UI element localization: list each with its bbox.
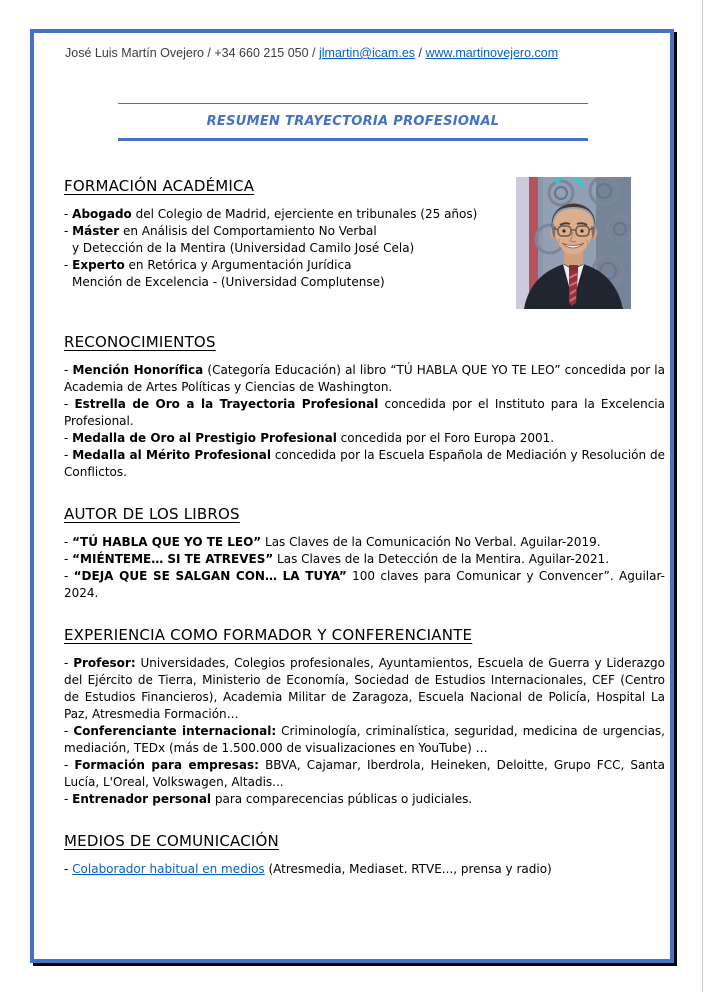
bold-text: Abogado [72, 207, 132, 221]
contact-name-phone: José Luis Martín Ovejero / +34 660 215 050 / [65, 46, 319, 60]
bold-text: Estrella de Oro a la Trayectoria Profesional [74, 397, 379, 411]
section-body [64, 362, 665, 481]
paragraph [64, 534, 665, 551]
text-run: (Categoría Educación) al libro “TÚ HABLA QUE YO TE LEO” concedida por la Academia de Artes Políticas y Ciencias de Washington. [64, 363, 665, 394]
portrait-image [516, 177, 631, 309]
section-autor-de-los-libros [64, 505, 665, 602]
text-run: - [64, 448, 73, 462]
text-run: - [64, 397, 75, 411]
text-run: 100 claves para Comunicar y Convencer”. Aguilar-2024. [64, 569, 665, 600]
paragraph [64, 257, 512, 274]
text-run: BBVA, Cajamar, Iberdrola, Heineken, Deloitte, Grupo FCC, Santa Lucía, L'Oreal, Volkswagen, Altadis... [64, 758, 665, 789]
text-run: concedida por el Foro Europa 2001. [336, 431, 555, 445]
bold-text: “TÚ HABLA QUE YO TE LEO” [72, 535, 262, 549]
text-run: - [64, 569, 74, 583]
bold-text: Conferenciante internacional: [73, 724, 277, 738]
section-formacion-academica [64, 177, 665, 309]
section-body [64, 655, 665, 808]
section-body [64, 534, 665, 602]
text-run: del Colegio de Madrid, ejerciente en tribunales (25 años) [131, 207, 478, 221]
text-run: Las Claves de la Detección de la Mentira. Aguilar-2021. [273, 552, 610, 566]
text-run: concedida por la Escuela Española de Mediación y Resolución de Conflictos. [64, 448, 665, 479]
profile-photo [516, 177, 631, 309]
section-heading-experiencia-formador-conferenciante: EXPERIENCIA COMO FORMADOR Y CONFERENCIANTE [64, 626, 473, 644]
text-run: - [64, 207, 73, 221]
contact-separator: / [415, 46, 426, 60]
paragraph [64, 240, 512, 257]
paragraph [64, 655, 665, 723]
title-block [118, 103, 588, 141]
section-experiencia-formador-conferenciante [64, 626, 665, 808]
section-text [64, 655, 665, 808]
text-run: - [64, 724, 74, 738]
sections-container [64, 177, 665, 878]
bold-text: Entrenador personal [72, 792, 212, 806]
text-run: - [64, 758, 75, 772]
paragraph [64, 362, 665, 396]
document-title: RESUMEN TRAYECTORIA PROFESIONAL [206, 114, 500, 129]
text-run: - [64, 224, 73, 238]
text-run: en Análisis del Comportamiento No Verbal [119, 224, 377, 238]
section-medios-de-comunicacion [64, 832, 665, 878]
bold-text: “DEJA QUE SE SALGAN CON… LA TUYA” [73, 569, 347, 583]
text-run: (Atresmedia, Mediaset. RTVE..., prensa y radio) [264, 862, 552, 876]
bold-text: Formación para empresas: [74, 758, 259, 772]
paragraph [64, 568, 665, 602]
document-border-frame [30, 29, 674, 963]
text-run: - [64, 792, 73, 806]
section-body [64, 206, 665, 309]
paragraph [64, 447, 665, 481]
section-text [64, 206, 512, 291]
media-collaborator-link[interactable]: Colaborador habitual en medios [72, 862, 265, 876]
screen-right-edge-line [702, 0, 703, 992]
text-run: - [64, 656, 74, 670]
email-link[interactable]: jlmartin@icam.es [318, 46, 416, 60]
bold-text: “MIÉNTEME… SI TE ATREVES” [72, 552, 274, 566]
text-run: Criminología, criminalística, seguridad, medicina de urgencias, mediación, TEDx (más de 1.500.000 de visualizaciones en YouTube) … [64, 724, 665, 755]
contact-line [65, 46, 664, 60]
paragraph [64, 430, 665, 447]
paragraph [64, 274, 512, 291]
bold-text: Medalla de Oro al Prestigio Profesional [72, 431, 337, 445]
section-reconocimientos [64, 333, 665, 481]
text-run: Universidades, Colegios profesionales, Ayuntamientos, Escuela de Guerra y Liderazgo del Ejército de Tierra, Ministerio de Economía, Sociedad de Estudios Internacionales, CEF (Centro de Estudios Financieros), Academia Militar de Zaragoza, Escuela Nacional de Policía, Hospital La Paz, Atresmedia Formación… [64, 656, 665, 721]
section-heading-reconocimientos: RECONOCIMIENTOS [64, 333, 216, 351]
paragraph [64, 551, 665, 568]
text-run: para comparecencias públicas o judiciales. [211, 792, 473, 806]
text-run: - [64, 363, 73, 377]
section-text [64, 861, 665, 878]
text-run: Mención de Excelencia - (Universidad Complutense) [72, 275, 385, 289]
section-heading-formacion-academica: FORMACIÓN ACADÉMICA [64, 177, 255, 195]
paragraph [64, 757, 665, 791]
section-heading-autor-de-los-libros: AUTOR DE LOS LIBROS [64, 505, 240, 523]
paragraph [64, 223, 512, 240]
text-run: - [64, 535, 73, 549]
bold-text: Máster [72, 224, 120, 238]
text-run: en Retórica y Argumentación Jurídica [124, 258, 352, 272]
text-run: - [64, 258, 73, 272]
section-text [64, 362, 665, 481]
bold-text: Profesor: [73, 656, 136, 670]
text-run: Las Claves de la Comunicación No Verbal. Aguilar-2019. [261, 535, 601, 549]
text-run: y Detección de la Mentira (Universidad Camilo José Cela) [72, 241, 415, 255]
paragraph [64, 396, 665, 430]
text-run: - [64, 431, 73, 445]
text-run: - [64, 862, 73, 876]
section-body [64, 861, 665, 878]
text-run: concedida por el Instituto para la Excelencia Profesional. [64, 397, 665, 428]
paragraph [64, 861, 665, 878]
section-heading-medios-de-comunicacion: MEDIOS DE COMUNICACIÓN [64, 832, 279, 850]
section-text [64, 534, 665, 602]
bold-text: Mención Honorífica [72, 363, 204, 377]
bold-text: Experto [72, 258, 125, 272]
text-run: - [64, 552, 73, 566]
paragraph [64, 791, 665, 808]
bold-text: Medalla al Mérito Profesional [72, 448, 271, 462]
website-link[interactable]: www.martinovejero.com [425, 46, 559, 60]
paragraph [64, 723, 665, 757]
paragraph [64, 206, 512, 223]
